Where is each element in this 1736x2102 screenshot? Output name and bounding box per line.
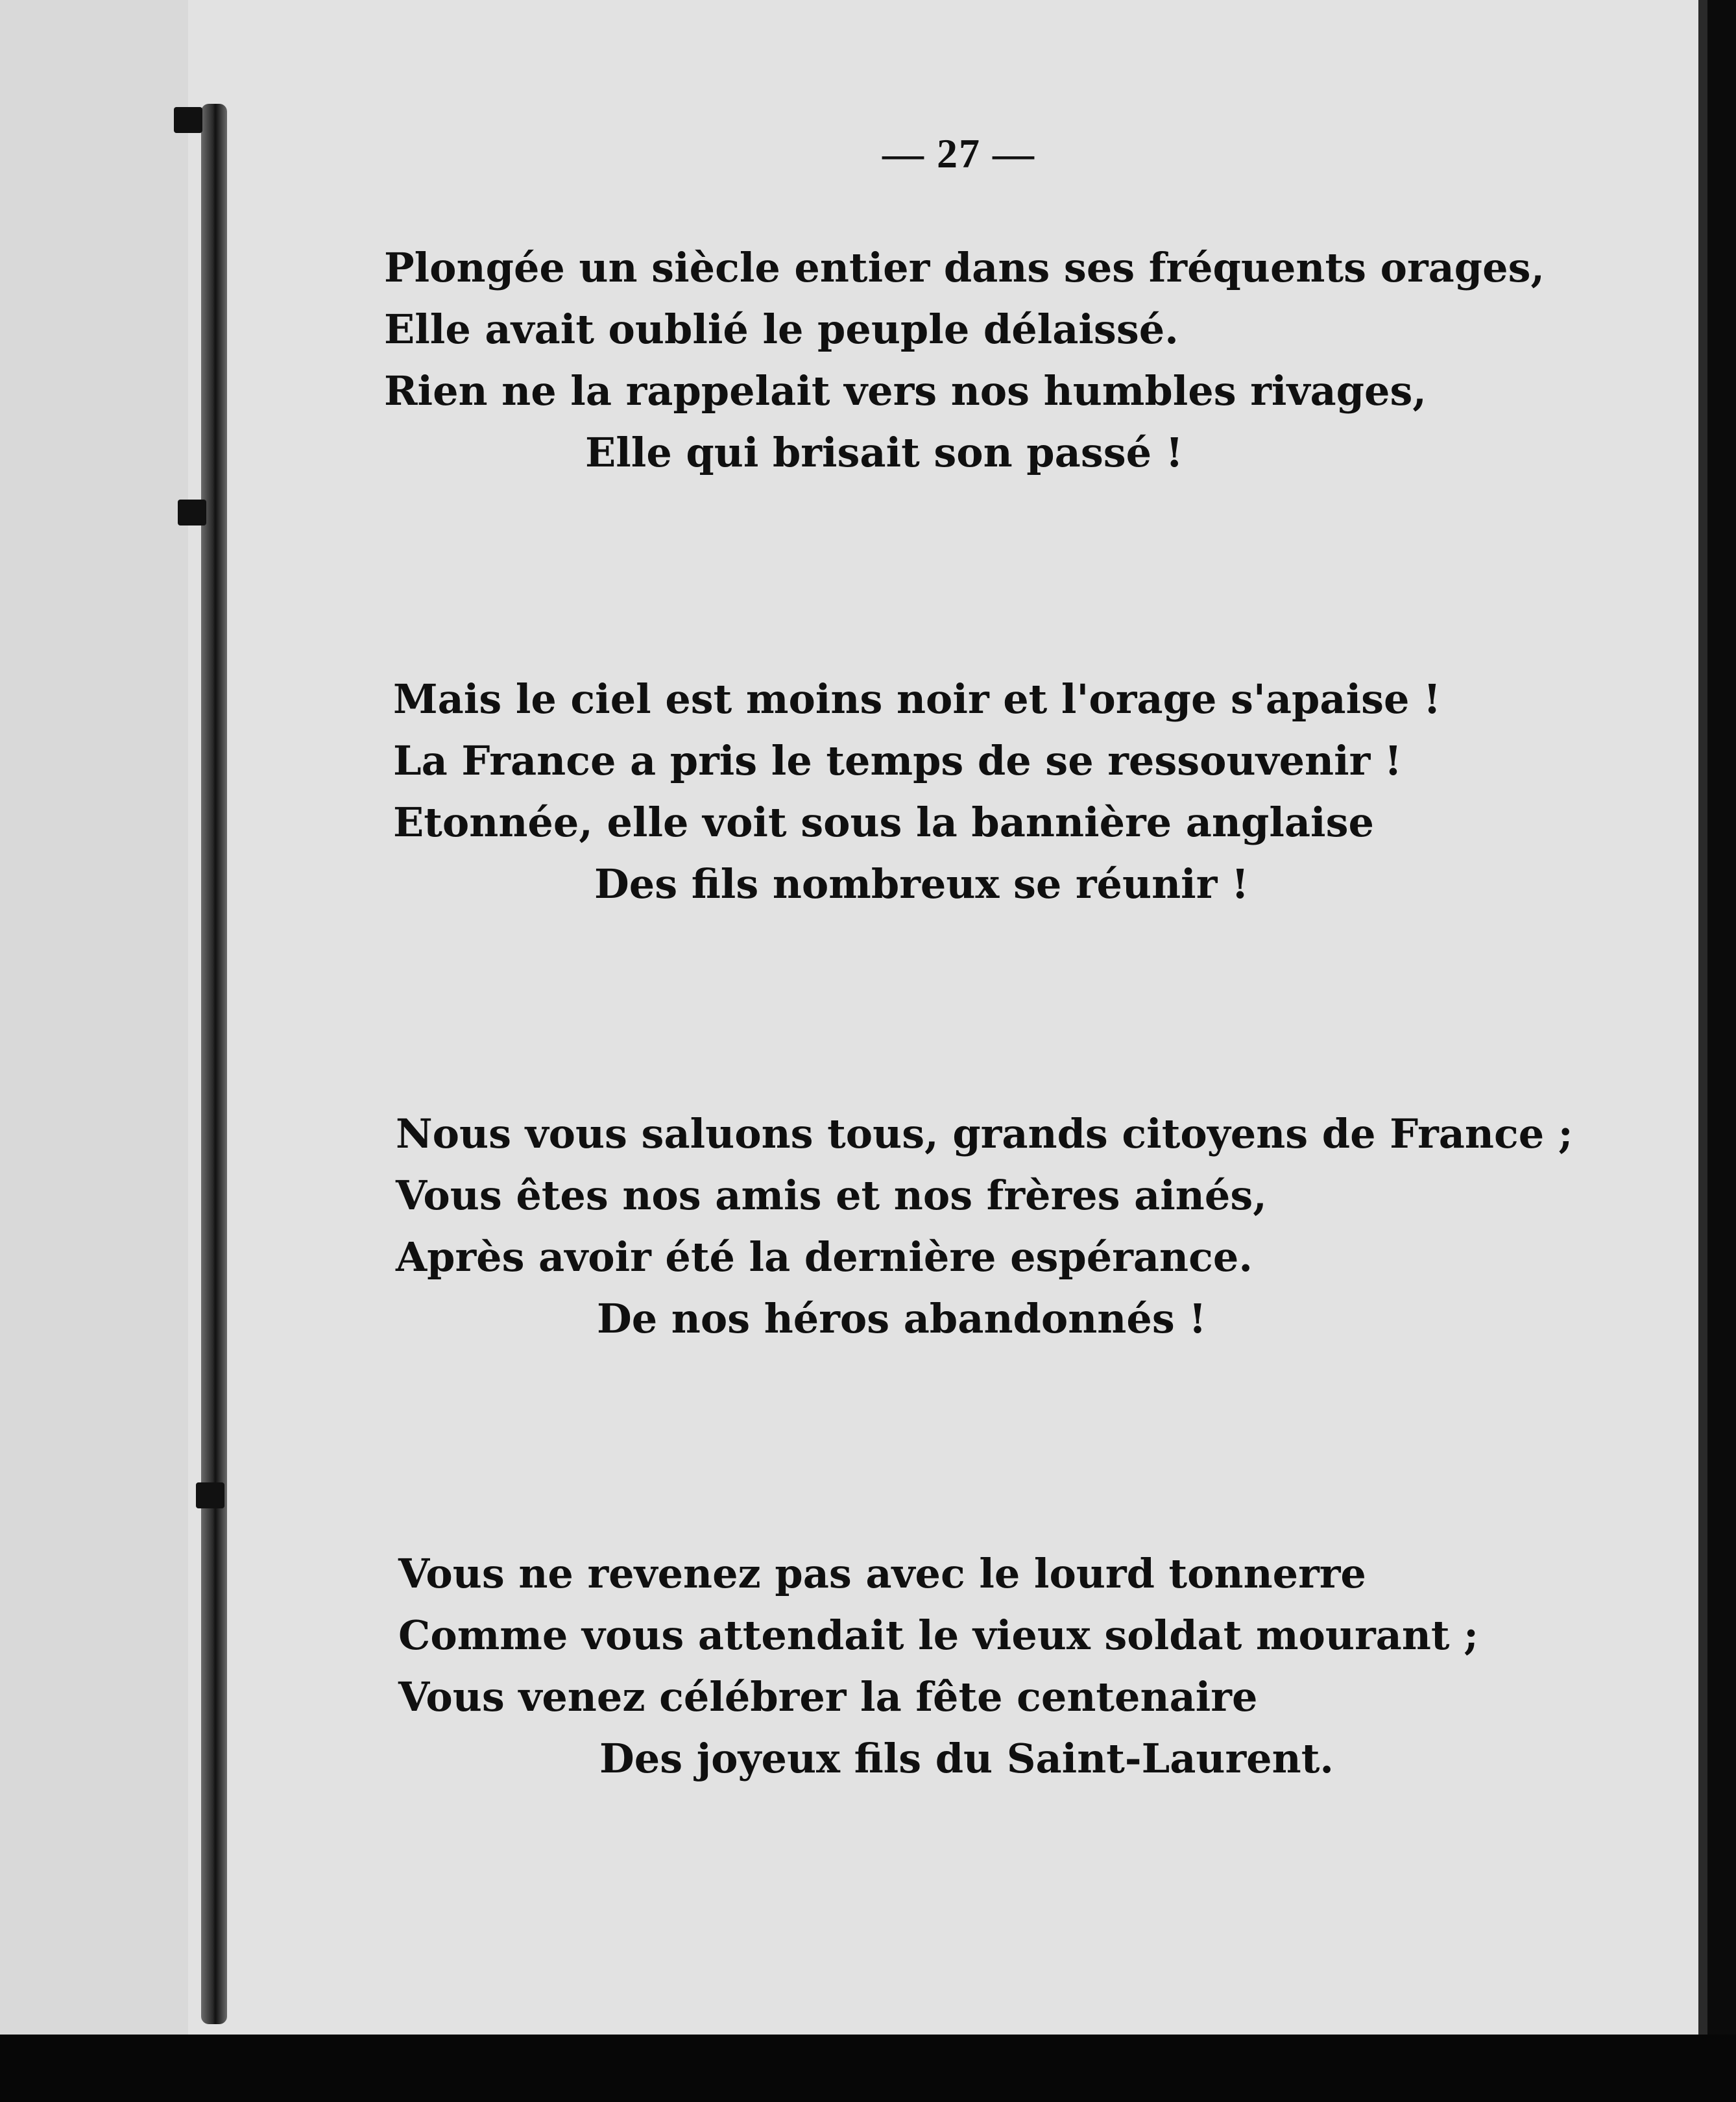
verse-line: Plongée un siècle entier dans ses fréquents orages, xyxy=(384,244,1545,291)
verse-line-indented: De nos héros abandonnés ! xyxy=(597,1295,1207,1342)
binding-clip-lower xyxy=(196,1482,224,1508)
binding-clip-top xyxy=(174,107,202,133)
verse-line: Vous êtes nos amis et nos frères ainés, xyxy=(396,1172,1267,1219)
stanza-3 xyxy=(396,1103,1573,1349)
page-number: — 27 — xyxy=(882,130,1035,176)
stanza-1 xyxy=(384,237,1545,483)
verse-line-indented: Des fils nombreux se réunir ! xyxy=(594,860,1249,908)
left-page-edge xyxy=(0,0,188,2035)
binding-clip-middle xyxy=(178,500,206,526)
verse-line-indented: Elle qui brisait son passé ! xyxy=(585,429,1183,476)
verse-line-indented: Des joyeux fils du Saint-Laurent. xyxy=(599,1735,1334,1782)
verse-line: Comme vous attendait le vieux soldat mourant ; xyxy=(398,1612,1479,1659)
binding-thread xyxy=(201,104,227,2024)
verse-line: Vous ne revenez pas avec le lourd tonnerre xyxy=(398,1550,1366,1597)
verse-line: Mais le ciel est moins noir et l'orage s'apaise ! xyxy=(393,675,1441,723)
verse-line: Rien ne la rappelait vers nos humbles rivages, xyxy=(384,367,1427,415)
right-page-edge xyxy=(1698,0,1707,2035)
verse-line: Après avoir été la dernière espérance. xyxy=(396,1233,1253,1281)
stanza-4 xyxy=(398,1543,1478,1789)
verse-line: La France a pris le temps de se ressouvenir ! xyxy=(393,737,1403,784)
scan-border-bottom xyxy=(0,2035,1736,2102)
verse-line: Vous venez célébrer la fête centenaire xyxy=(398,1673,1258,1721)
verse-line: Etonnée, elle voit sous la bannière anglaise xyxy=(393,799,1374,846)
stanza-2 xyxy=(393,668,1441,915)
verse-line: Elle avait oublié le peuple délaissé. xyxy=(384,306,1179,353)
verse-line: Nous vous saluons tous, grands citoyens de France ; xyxy=(396,1110,1573,1157)
